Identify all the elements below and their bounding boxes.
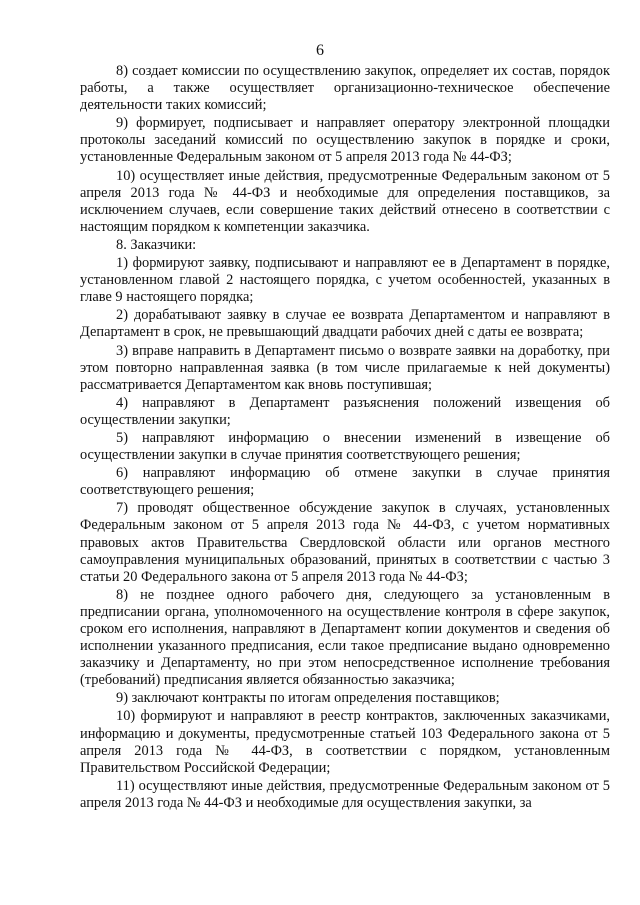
paragraph-customers-item-4: 4) направляют в Департамент разъяснения положений извещения об осуществлении закупки; — [80, 394, 610, 428]
paragraph-customers-item-9: 9) заключают контракты по итогам определения поставщиков; — [116, 690, 500, 707]
paragraph-item-10-other-actions: 10) осуществляет иные действия, предусмотренные Федеральным законом от 5 апреля 2013 года № 44-ФЗ и необходимые для определения поставщиков, за исключением случаев, если совершение таких действий отнесено в соответствии с настоящим порядком к компетенции заказчика. — [80, 167, 610, 235]
document-body — [80, 63, 610, 813]
paragraph-customers-item-11: 11) осуществляют иные действия, предусмотренные Федеральным законом от 5 апреля 2013 года № 44-ФЗ и необходимые для осуществления закупки, за — [80, 777, 610, 811]
page-number: 6 — [316, 42, 324, 59]
paragraph-customers-item-5: 5) направляют информацию о внесении изменений в извещение об осуществлении закупки в случае принятия соответствующего решения; — [80, 429, 610, 464]
paragraph-customers-item-10: 10) формируют и направляют в реестр контрактов, заключенных заказчиками, информацию и документы, предусмотренные статьей 103 Федерального закона от 5 апреля 2013 года № 44-ФЗ, в соответствии с порядком, установленным Правительством Российской Федерации; — [80, 708, 610, 776]
paragraph-item-8-commissions: 8) создает комиссии по осуществлению закупок, определяет их состав, порядок работы, а также осуществляет организационно-техническое обеспечение деятельности таких комиссий; — [80, 63, 610, 114]
paragraph-customers-item-6: 6) направляют информацию об отмене закупки в случае принятия соответствующего решения; — [80, 465, 610, 499]
paragraph-customers-item-2: 2) дорабатывают заявку в случае ее возврата Департаментом и направляют в Департамент в срок, не превышающий двадцати рабочих дней с даты ее возврата; — [80, 307, 610, 341]
paragraph-customers-item-7: 7) проводят общественное обсуждение закупок в случаях, установленных Федеральным законом от 5 апреля 2013 года № 44-ФЗ, с учетом нормативных правовых актов Правительства Свердловской области или органов местного самоуправления муниципальных образований, принятых в соответствии с частью 3 статьи 20 Федерального закона от 5 апреля 2013 года № 44-ФЗ; — [80, 500, 610, 585]
section-heading-customers: 8. Заказчики: — [116, 236, 197, 253]
paragraph-customers-item-1: 1) формируют заявку, подписывают и направляют ее в Департамент в порядке, установленном главой 2 настоящего порядка, с учетом особенностей, указанных в главе 9 настоящего порядка; — [80, 255, 610, 306]
paragraph-customers-item-3: 3) вправе направить в Департамент письмо о возврате заявки на доработку, при этом повторно направленная заявка (в том числе прилагаемые к ней документы) рассматривается Департаментом как вновь поступившая; — [80, 342, 610, 393]
paragraph-item-9-protocols: 9) формирует, подписывает и направляет оператору электронной площадки протоколы заседаний комиссий по осуществлению закупок в порядке и сроки, установленные Федеральным законом от 5 апреля 2013 года № 44-ФЗ; — [80, 115, 610, 166]
paragraph-customers-item-8: 8) не позднее одного рабочего дня, следующего за установленным в предписании органа, уполномоченного на осуществление контроля в сфере закупок, сроком его исполнения, направляют в Департамент копии документов и сведения об исполнении указанного предписания, если такое предписание выдано одновременно заказчику и Департаменту, но при этом непосредственное исполнение требования (требований) предписания является обязанностью заказчика; — [80, 586, 610, 689]
